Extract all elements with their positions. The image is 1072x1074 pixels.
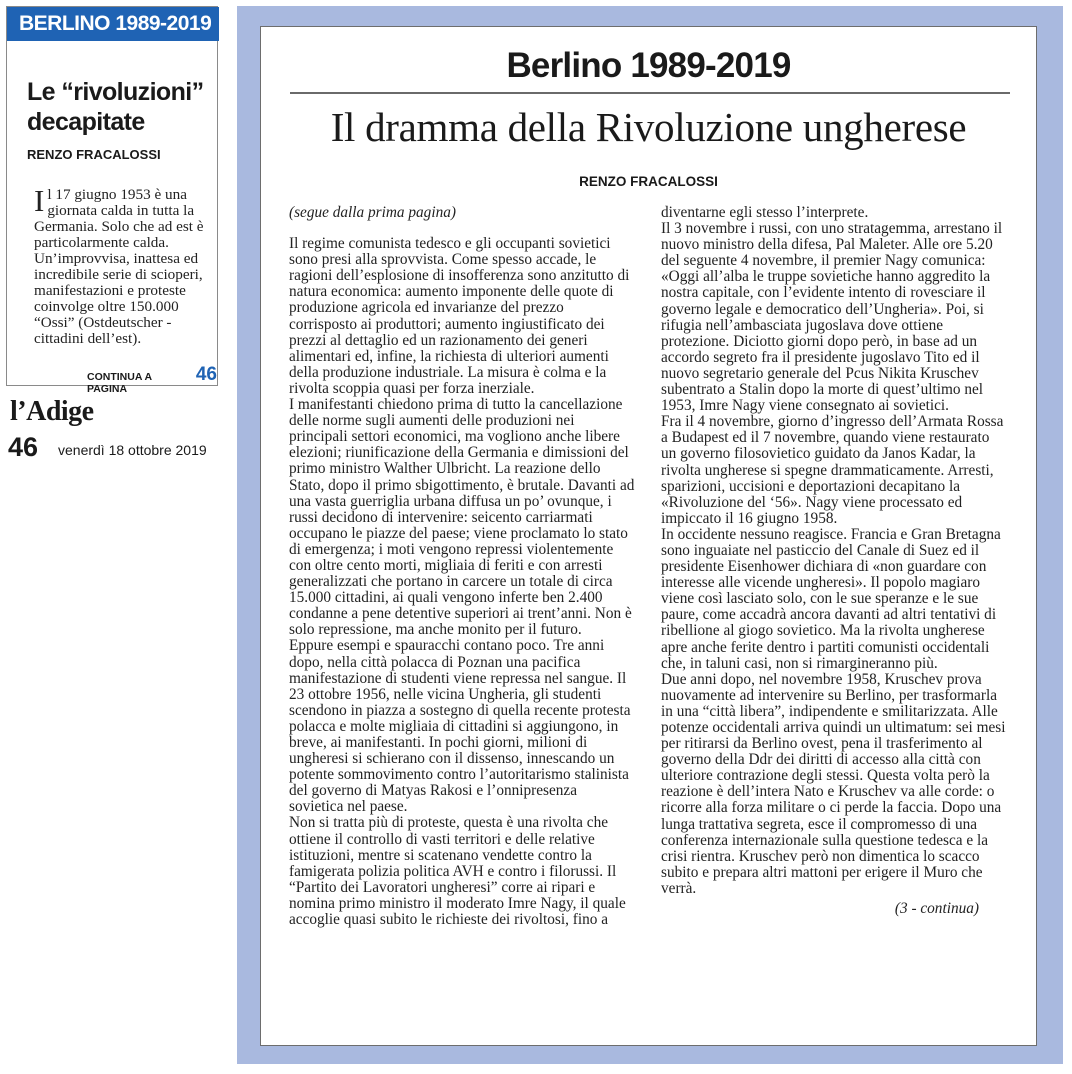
paragraph: Due anni dopo, nel novembre 1958, Kruschev prova nuovamente ad intervenire su Berlino, per trasformarla in una “città libera”, indipendente e smilitarizzata. Alle potenze occidentali arriva quindi un ultimatum: sei mesi per ritirarsi da Berlino ovest, pena il trasferimento al governo della Ddr dei diritti di accesso alla città con ulteriore contrazione degli stessi. Questa volta però la reazione è dell’intera Nato e Kruschev va alle corde: o ricorre alla forza militare o ci perde la faccia. Dopo una lunga trattativa segreta, esce il compromesso di una conferenza internazionale sulla questione tedesca e la crisi rientra. Kruschev però non dimentica lo scacco subito e prepara altri mattoni per erigere il Muro che verrà. [661,670,1006,897]
teaser-summary [34,183,220,347]
continue-label: CONTINUA A PAGINA [87,371,152,395]
article-kicker: Berlino 1989-2019 [506,46,791,85]
paragraph: In occidente nessuno reagisce. Francia e Gran Bretagna sono inguaiate nel pasticcio del Canale di Suez ed il presidente Eisenhower dichiara di «non guardare con interesse alle vicende ungheresi». Il popolo magiaro viene così lasciato solo, con le sue speranze e le sue paure, come accadrà ancora davanti ad altri tentativi di ribellione al giogo sovietico. Ma la rivolta ungherese apre anche ferite dentro i partiti comunisti occidentali che, in taluni casi, non si rimargineranno più. [661,525,1001,672]
paragraph: Fra il 4 novembre, giorno d’ingresso dell’Armata Rossa a Budapest ed il 7 novembre, quando viene restaurato un governo filosovietico guidato da Janos Kadar, la rivolta ungherese si spegne drammaticamente. Arresti, sparizioni, uccisioni e deportazioni decapitano la «Rivoluzione del ‘56». Nagy viene processato ed impiccato il 16 giugno 1958. [661,413,1004,527]
continue-page-number: 46 [195,364,217,385]
teaser-summary-text: l 17 giugno 1953 è una giornata calda in tutta la Germania. Solo che ad est è particolarmente calda. Un’improvvisa, inattesa ed incredibile serie di scioperi, manifestazioni e proteste coinvolge oltre 150.000 “Ossi” (Ostdeutscher - cittadini dell’est). [34,186,204,347]
teaser-author: RENZO FRACALOSSI [27,147,161,162]
paragraph: I manifestanti chiedono prima di tutto la cancellazione delle norme sugli aumenti delle produzioni nei principali settori economici, ma vogliono anche libere elezioni; riunificazione della Germania e dimissioni del primo ministro Walther Ulbricht. La reazione dello Stato, dopo il primo sbigottimento, è brutale. Davanti ad una vasta guerriglia urbana diffusa un po’ ovunque, i russi decidono di intervenire: seicento carriarmati occupano le piazze del paese; viene proclamato lo stato di emergenza; i moti vengono repressi violentemente con oltre cento morti, migliaia di feriti e con arresti generalizzati che portano in carcere un totale di circa 15.000 cittadini, ai quali vengono inferte ben 2.400 condanne a pene detentive superiori ai trent’anni. Non è solo repressione, ma anche monito per il futuro. [289,396,635,639]
newspaper-logo: l’Adige [10,396,94,427]
paragraph: Il 3 novembre i russi, con uno stratagemma, arrestano il nuovo ministro della difesa, Pal Maleter. Alle ore 5.20 del seguente 4 novembre, il premier Nagy comunica: «Oggi all’alba le truppe sovietiche hanno aggredito la nostra capitale, con l’evidente intento di rovesciare il governo legale e democratico dell’Ungheria». Poi, si rifugia nell’ambasciata jugoslava dove ottiene protezione. Diciotto giorni dopo però, in base ad un accordo segreto fra il presidente jugoslavo Tito ed il nuovo segretario generale del Pcus Nikita Kruschev subentrato a Stalin dopo la morte di quest’ultimo nel 1953, Imre Nagy viene consegnato ai sovietici. [661,220,1003,415]
intro-note: (segue dalla prima pagina) [289,204,456,221]
paragraph: Non si tratta più di proteste, questa è una rivolta che ottiene il controllo di vasti territori e delle relative istituzioni, mentre si scatenano vendette contro la famigerata polizia politica AVH e contro i filorussi. Il “Partito dei Lavoratori ungheresi” corre ai ripari e nomina primo ministro il moderato Imre Nagy, il quale accoglie quasi subito le richieste dei rivoltosi, fino a [289,814,626,929]
teaser-title: Le “rivoluzioni” decapitate [27,78,204,136]
article-byline: RENZO FRACALOSSI [579,174,718,189]
teaser-box [6,6,218,395]
paragraph: Il regime comunista tedesco e gli occupanti sovietici sono presi alla sprovvista. Come spesso accade, le ragioni dell’esplosione di insofferenza sono anzitutto di natura economica: aumento imponente delle quote di produzione agricola ed invarianze del prezzo corrisposto ai produttori; aumento ingiustificato dei prezzi al dettaglio ed un razionamento dei generi alimentari ed, infine, la richiesta di ulteriori aumenti della produzione industriale. La misura è colma e la rivolta scoppia quasi per forza inerziale. [289,235,630,397]
paragraph: diventarne egli stesso l’interprete. [661,204,869,221]
issue-date: venerdì 18 ottobre 2019 [58,442,207,458]
dropcap: I [34,183,45,218]
article-column-left [289,205,635,928]
paragraph: Eppure esempi e spauracchi contano poco. Tre anni dopo, nella città polacca di Poznan una pacifica manifestazione di studenti viene repressa nel sangue. Il 23 ottobre 1956, nelle vicina Ungheria, gli studenti scendono in piazza a sostegno di quella recente protesta polacca e molte migliaia di cittadini si aggiungono, in breve, ai manifestanti. In pochi giorni, milioni di ungheresi si schierano con il dissenso, innescando un potente sommovimento contro l’autoritarismo stalinista del governo di Matyas Rakosi e l’onnipresenza sovietica nel paese. [289,637,631,816]
article-headline: Il dramma della Rivoluzione ungherese [330,104,967,150]
continua-note: (3 - continua) [894,900,979,918]
continue-link[interactable] [87,364,217,395]
section-tag: BERLINO 1989-2019 [7,7,219,41]
kicker-divider [290,92,1010,94]
article-column-right [661,205,1007,917]
page-number: 46 [8,432,39,462]
